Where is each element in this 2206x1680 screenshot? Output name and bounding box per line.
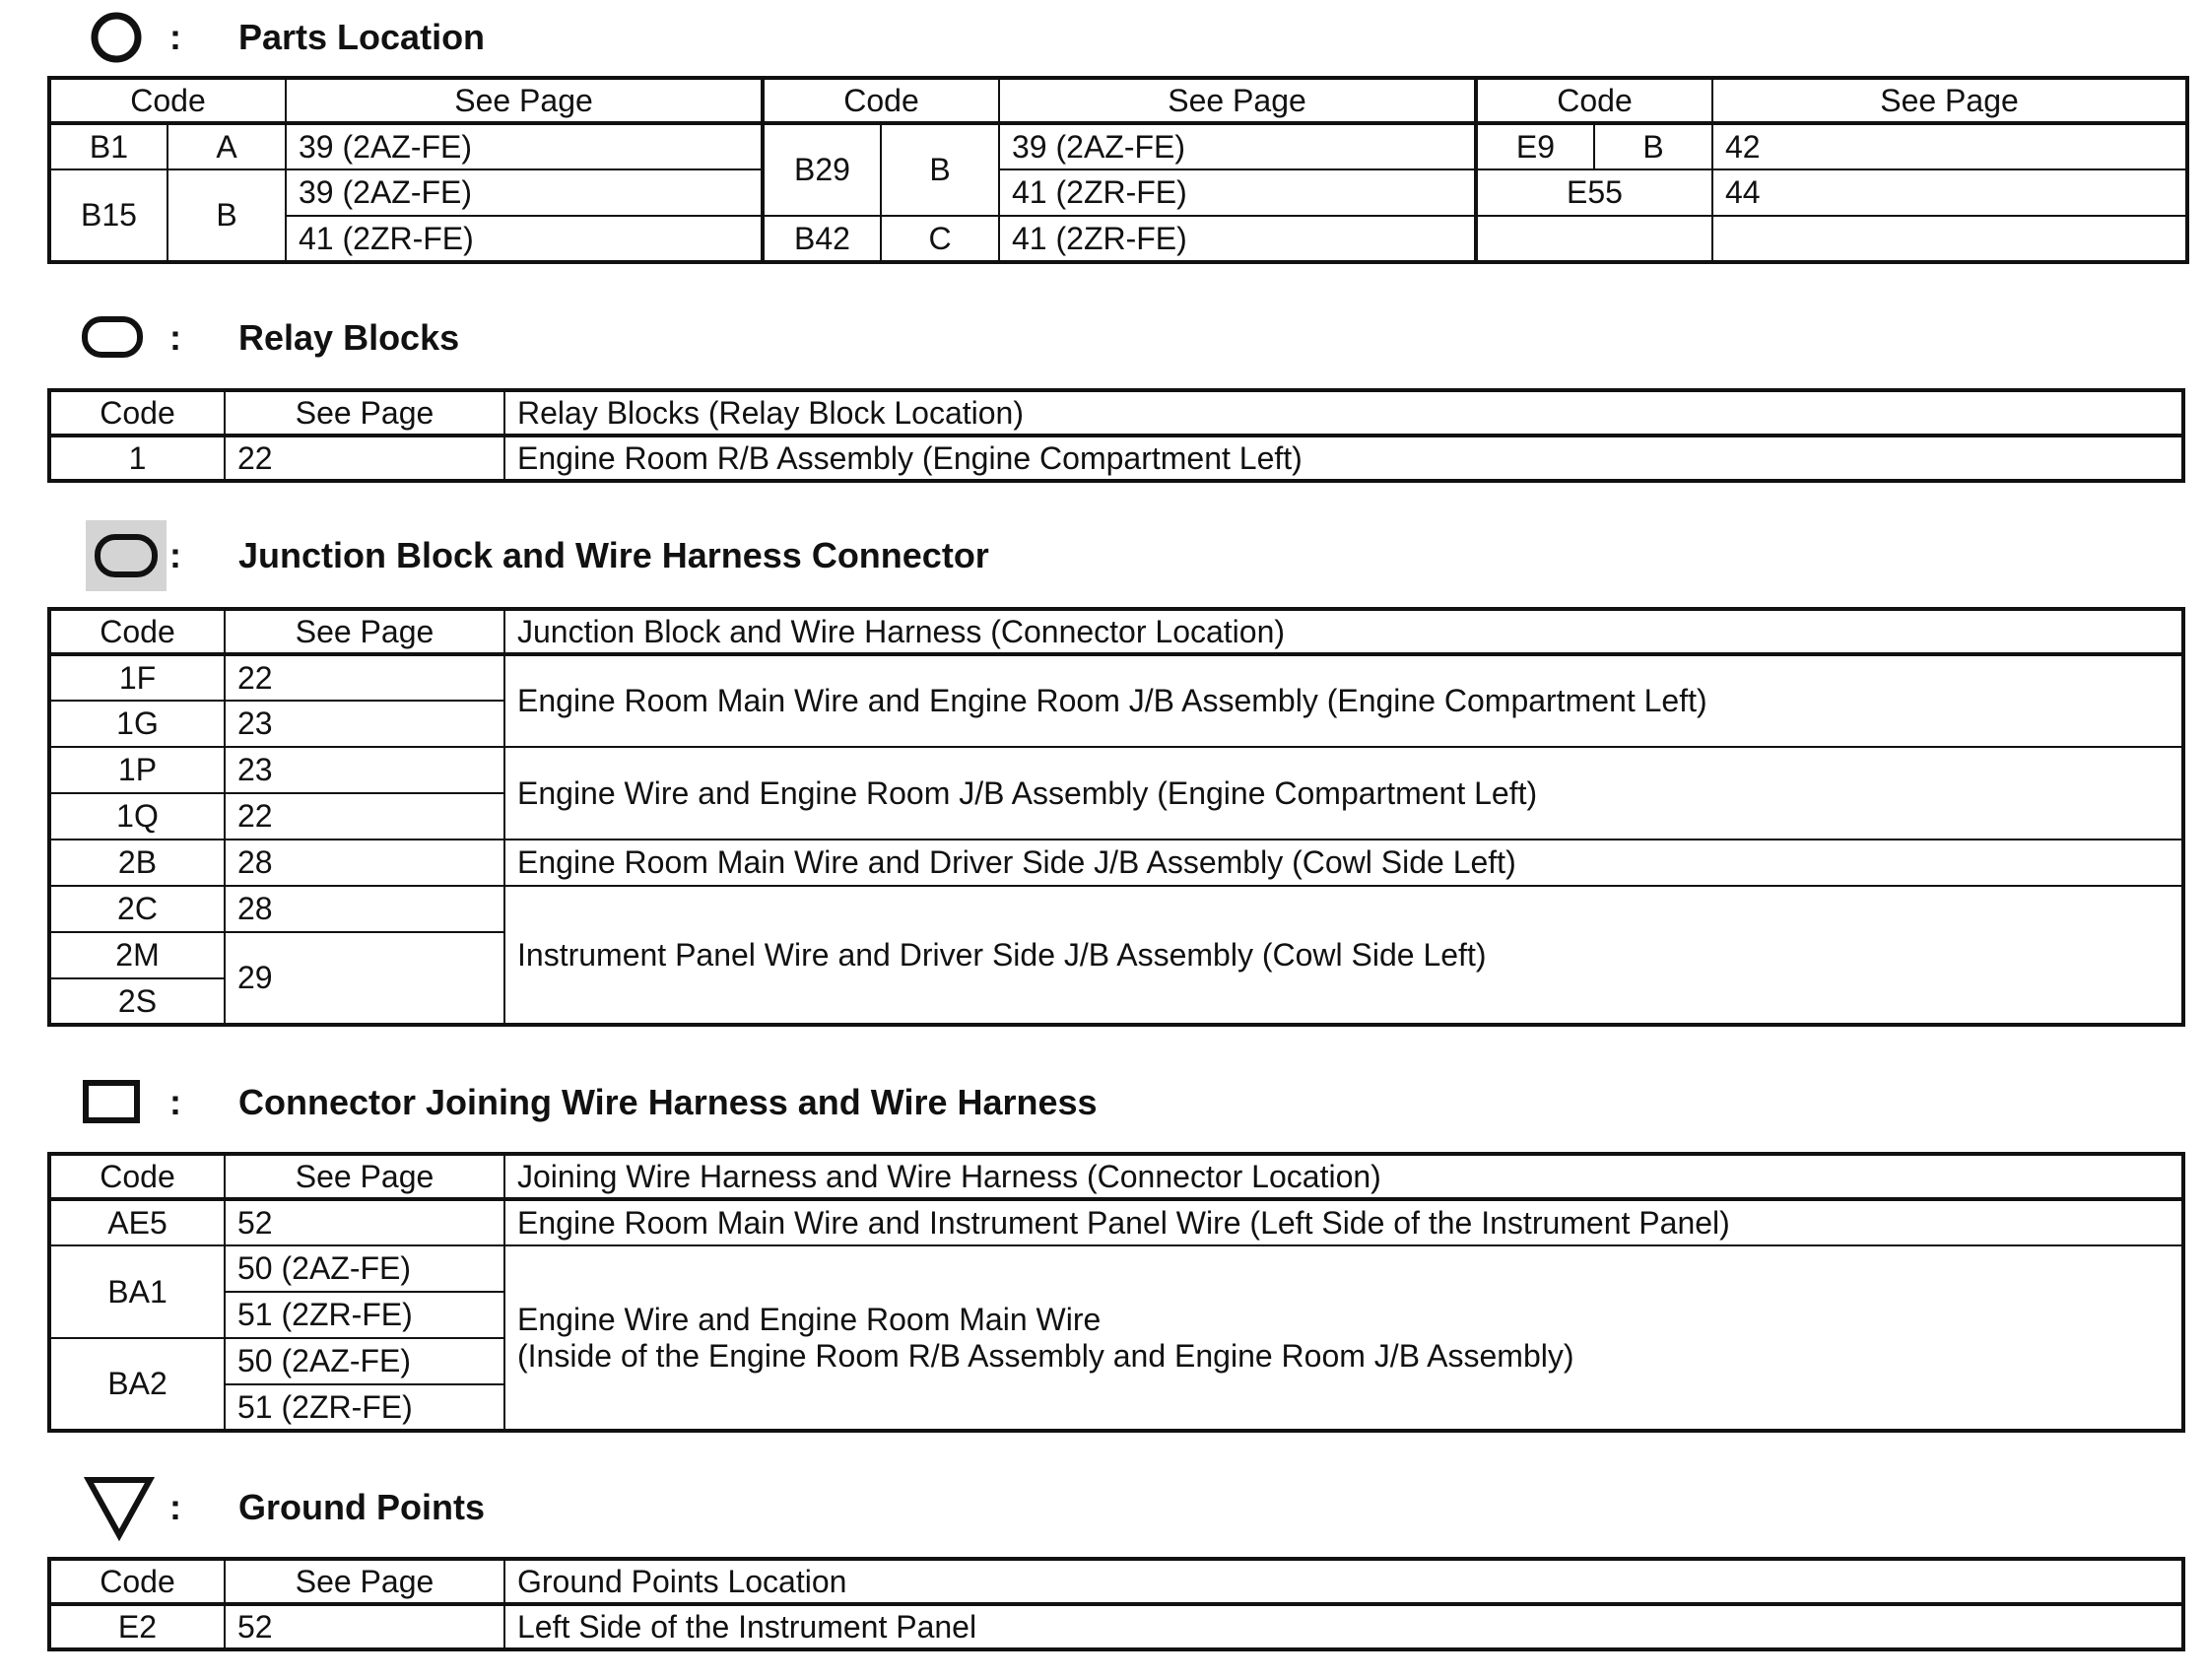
code-cell: B29 xyxy=(763,123,881,216)
description-line: (Inside of the Engine Room R/B Assembly and Engine Room J/B Assembly) xyxy=(517,1337,1574,1374)
table-row xyxy=(49,436,2183,481)
section-title: Ground Points xyxy=(238,1487,485,1527)
table-row xyxy=(49,1245,2183,1292)
code-cell: 1 xyxy=(49,436,225,481)
section-title: Connector Joining Wire Harness and Wire Harness xyxy=(238,1082,1098,1122)
header-see-page: See Page xyxy=(225,1154,504,1199)
empty-cell xyxy=(1712,216,2187,262)
page-cell: 39 (2AZ-FE) xyxy=(286,169,763,216)
table-row xyxy=(49,886,2183,932)
header-description: Joining Wire Harness and Wire Harness (Connector Location) xyxy=(504,1154,2183,1199)
section-title: Junction Block and Wire Harness Connector xyxy=(238,535,989,575)
code-cell: 2S xyxy=(49,978,225,1025)
page-cell: 44 xyxy=(1712,169,2187,216)
table-header-row xyxy=(49,1154,2183,1199)
description-cell: Engine Room Main Wire and Driver Side J/B Assembly (Cowl Side Left) xyxy=(504,840,2183,886)
table-header-row xyxy=(49,1559,2183,1604)
page-cell: 23 xyxy=(225,747,504,793)
table-row xyxy=(49,654,2183,701)
page-cell: 39 (2AZ-FE) xyxy=(999,123,1476,169)
header-code: Code xyxy=(49,609,225,654)
code-cell: 1Q xyxy=(49,793,225,840)
header-code: Code xyxy=(49,1559,225,1604)
table-row xyxy=(49,123,2187,169)
heading-colon: : xyxy=(169,17,181,57)
shaded-rounded-rect-icon xyxy=(81,526,169,585)
code-cell: B1 xyxy=(49,123,167,169)
parts-location-heading xyxy=(81,8,485,67)
code-cell: 2C xyxy=(49,886,225,932)
ground-points-heading xyxy=(81,1478,485,1537)
letter-cell: B xyxy=(881,123,999,216)
letter-cell: A xyxy=(167,123,286,169)
description-cell: Engine Room Main Wire and Instrument Panel Wire (Left Side of the Instrument Panel) xyxy=(504,1199,2183,1245)
page-cell: 28 xyxy=(225,886,504,932)
header-code: Code xyxy=(49,390,225,436)
code-cell: E2 xyxy=(49,1604,225,1649)
rounded-rect-icon xyxy=(81,308,169,368)
description-cell xyxy=(504,1245,2183,1431)
description-cell: Engine Room Main Wire and Engine Room J/B Assembly (Engine Compartment Left) xyxy=(504,654,2183,747)
code-cell: BA2 xyxy=(49,1338,225,1431)
description-cell: Left Side of the Instrument Panel xyxy=(504,1604,2183,1649)
page-cell: 41 (2ZR-FE) xyxy=(999,169,1476,216)
header-see-page: See Page xyxy=(286,78,763,123)
circle-icon xyxy=(81,8,169,67)
table-header-row xyxy=(49,390,2183,436)
page-cell: 22 xyxy=(225,654,504,701)
code-cell: B15 xyxy=(49,169,167,262)
code-cell: E55 xyxy=(1476,169,1712,216)
code-cell: 1F xyxy=(49,654,225,701)
page-cell: 52 xyxy=(225,1604,504,1649)
code-cell: 2B xyxy=(49,840,225,886)
letter-cell: B xyxy=(1594,123,1712,169)
description-cell: Engine Room R/B Assembly (Engine Compartment Left) xyxy=(504,436,2183,481)
letter-cell: B xyxy=(167,169,286,262)
page-cell: 51 (2ZR-FE) xyxy=(225,1292,504,1338)
table-header-row xyxy=(49,609,2183,654)
table-row xyxy=(49,169,2187,216)
letter-cell: C xyxy=(881,216,999,262)
code-cell: 2M xyxy=(49,932,225,978)
header-description: Relay Blocks (Relay Block Location) xyxy=(504,390,2183,436)
description-cell: Instrument Panel Wire and Driver Side J/B Assembly (Cowl Side Left) xyxy=(504,886,2183,1025)
page-cell: 52 xyxy=(225,1199,504,1245)
junction-block-heading xyxy=(81,526,989,585)
page-cell: 22 xyxy=(225,793,504,840)
header-see-page: See Page xyxy=(999,78,1476,123)
header-code: Code xyxy=(49,1154,225,1199)
page-cell: 23 xyxy=(225,701,504,747)
page-cell: 29 xyxy=(225,932,504,1025)
header-description: Ground Points Location xyxy=(504,1559,2183,1604)
connector-joining-table xyxy=(47,1152,2185,1433)
code-cell: AE5 xyxy=(49,1199,225,1245)
ground-points-table xyxy=(47,1557,2185,1651)
parts-location-table xyxy=(47,76,2189,264)
page-cell: 28 xyxy=(225,840,504,886)
heading-colon: : xyxy=(169,317,181,358)
header-code: Code xyxy=(1476,78,1712,123)
table-row xyxy=(49,1199,2183,1245)
page-cell: 50 (2AZ-FE) xyxy=(225,1245,504,1292)
empty-cell xyxy=(1476,216,1712,262)
section-title: Relay Blocks xyxy=(238,317,460,358)
page-cell: 50 (2AZ-FE) xyxy=(225,1338,504,1384)
page-cell: 42 xyxy=(1712,123,2187,169)
heading-colon: : xyxy=(169,535,181,575)
heading-colon: : xyxy=(169,1487,181,1527)
table-row xyxy=(49,840,2183,886)
relay-blocks-table xyxy=(47,388,2185,483)
code-cell: B42 xyxy=(763,216,881,262)
header-see-page: See Page xyxy=(225,1559,504,1604)
header-see-page: See Page xyxy=(225,609,504,654)
code-cell: E9 xyxy=(1476,123,1594,169)
page-cell: 22 xyxy=(225,436,504,481)
table-row xyxy=(49,1604,2183,1649)
page-cell: 41 (2ZR-FE) xyxy=(286,216,763,262)
page-cell: 51 (2ZR-FE) xyxy=(225,1384,504,1431)
header-description: Junction Block and Wire Harness (Connector Location) xyxy=(504,609,2183,654)
junction-block-table xyxy=(47,607,2185,1027)
connector-joining-heading xyxy=(81,1073,1098,1132)
header-see-page: See Page xyxy=(225,390,504,436)
description-line: Engine Wire and Engine Room Main Wire xyxy=(517,1301,1102,1337)
page-cell: 41 (2ZR-FE) xyxy=(999,216,1476,262)
table-row xyxy=(49,216,2187,262)
description-cell: Engine Wire and Engine Room J/B Assembly (Engine Compartment Left) xyxy=(504,747,2183,840)
code-cell: 1P xyxy=(49,747,225,793)
table-header-row xyxy=(49,78,2187,123)
rectangle-icon xyxy=(81,1073,169,1132)
table-row xyxy=(49,747,2183,793)
header-see-page: See Page xyxy=(1712,78,2187,123)
triangle-down-icon xyxy=(81,1478,169,1537)
section-title: Parts Location xyxy=(238,17,486,57)
header-code: Code xyxy=(763,78,999,123)
relay-blocks-heading xyxy=(81,308,459,368)
code-cell: 1G xyxy=(49,701,225,747)
code-cell: BA1 xyxy=(49,1245,225,1338)
page-cell: 39 (2AZ-FE) xyxy=(286,123,763,169)
header-code: Code xyxy=(49,78,286,123)
heading-colon: : xyxy=(169,1082,181,1122)
